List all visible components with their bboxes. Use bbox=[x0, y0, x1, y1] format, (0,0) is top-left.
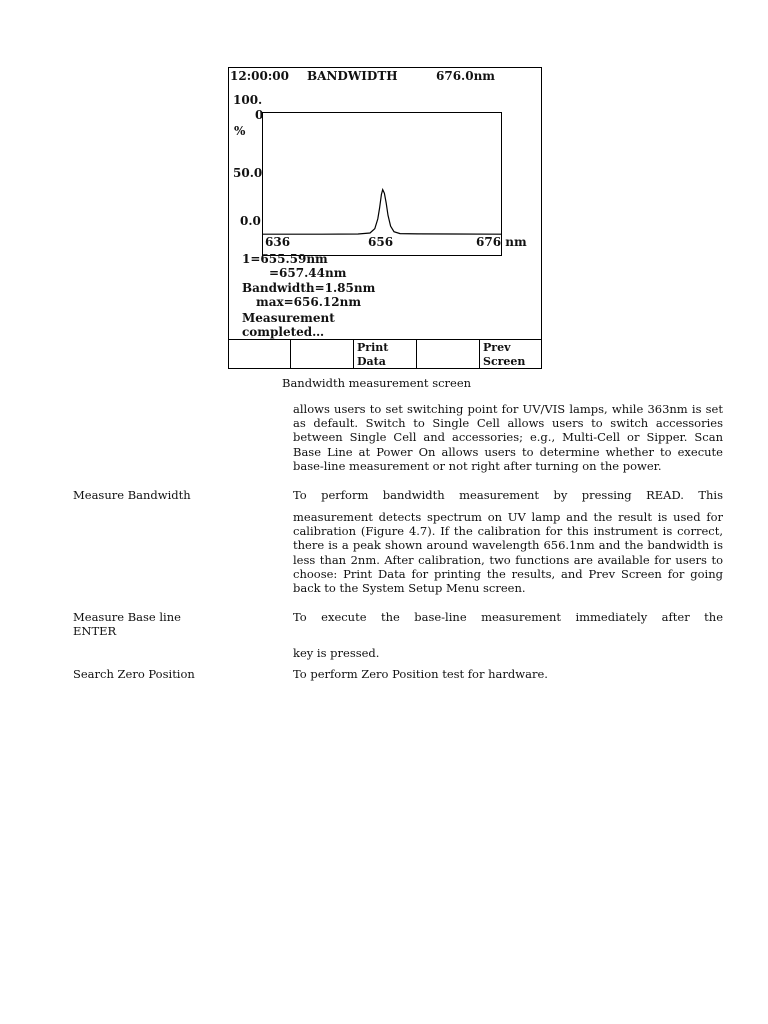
def-measure-baseline-line1: To execute the base-line measurement immediately after the bbox=[293, 610, 723, 624]
term-measure-baseline: Measure Base line ENTER bbox=[73, 610, 181, 638]
term-search-zero: Search Zero Position bbox=[73, 667, 195, 681]
x-tick-right: 676 nm bbox=[476, 235, 527, 249]
status-line-1: Measurement bbox=[242, 311, 335, 325]
def-measure-bandwidth-line1: To perform bandwidth measurement by pressing READ. This bbox=[293, 488, 723, 502]
term-measure-bandwidth: Measure Bandwidth bbox=[73, 488, 191, 502]
y-tick-mid: 50.0 bbox=[233, 166, 263, 180]
def-search-zero: To perform Zero Position test for hardware. bbox=[293, 667, 548, 681]
def-measure-baseline-body: key is pressed. bbox=[293, 646, 380, 660]
spectrum-line bbox=[262, 190, 502, 235]
x-tick-mid: 656 bbox=[368, 235, 394, 249]
result-lambda2: =657.44nm bbox=[269, 266, 347, 280]
screen-mode-title: BANDWIDTH bbox=[307, 69, 398, 83]
y-tick-zero: 0.0 bbox=[240, 214, 261, 228]
softkey-row bbox=[228, 339, 542, 369]
softkey-2[interactable] bbox=[291, 340, 354, 369]
screen-wavelength: 676.0nm bbox=[436, 69, 495, 83]
y-unit-label: % bbox=[234, 124, 246, 138]
y-tick-top-digit: 0 bbox=[255, 108, 264, 122]
x-tick-left: 636 bbox=[265, 235, 291, 249]
softkey-4[interactable] bbox=[417, 340, 480, 369]
softkey-1[interactable] bbox=[228, 340, 291, 369]
prev-screen-softkey[interactable]: Prev Screen bbox=[483, 341, 526, 368]
result-max: max=656.12nm bbox=[256, 295, 362, 309]
result-bandwidth: Bandwidth=1.85nm bbox=[242, 281, 376, 295]
y-tick-top: 100. bbox=[233, 93, 263, 107]
print-data-softkey[interactable]: Print Data bbox=[354, 340, 417, 369]
status-line-2: completed… bbox=[242, 325, 325, 339]
result-lambda1: 1=655.59nm bbox=[242, 252, 328, 266]
paragraph-lamp-settings: allows users to set switching point for UV/VIS lamps, while 363nm is set as default. Switch to Single Cell allows users to switch accessories between Single Cell and accessories; e.g., Multi-Cell or Sipper. Scan Base Line at Power On allows users to determine whether to execute base-line measurement or not right after turning on the power. bbox=[293, 402, 723, 473]
figure-caption: Bandwidth measurement screen bbox=[282, 376, 472, 390]
screen-time: 12:00:00 bbox=[230, 69, 289, 83]
def-measure-bandwidth-body: measurement detects spectrum on UV lamp and the result is used for calibration (Figure 4.7). If the calibration for this instrument is correct, there is a peak shown around wavelength 656.1nm and the bandwidth is less than 2nm. After calibration, two functions are available for users to choose: Print Data for printing the results, and Prev Screen for going back to the System Setup Menu screen. bbox=[293, 510, 723, 596]
